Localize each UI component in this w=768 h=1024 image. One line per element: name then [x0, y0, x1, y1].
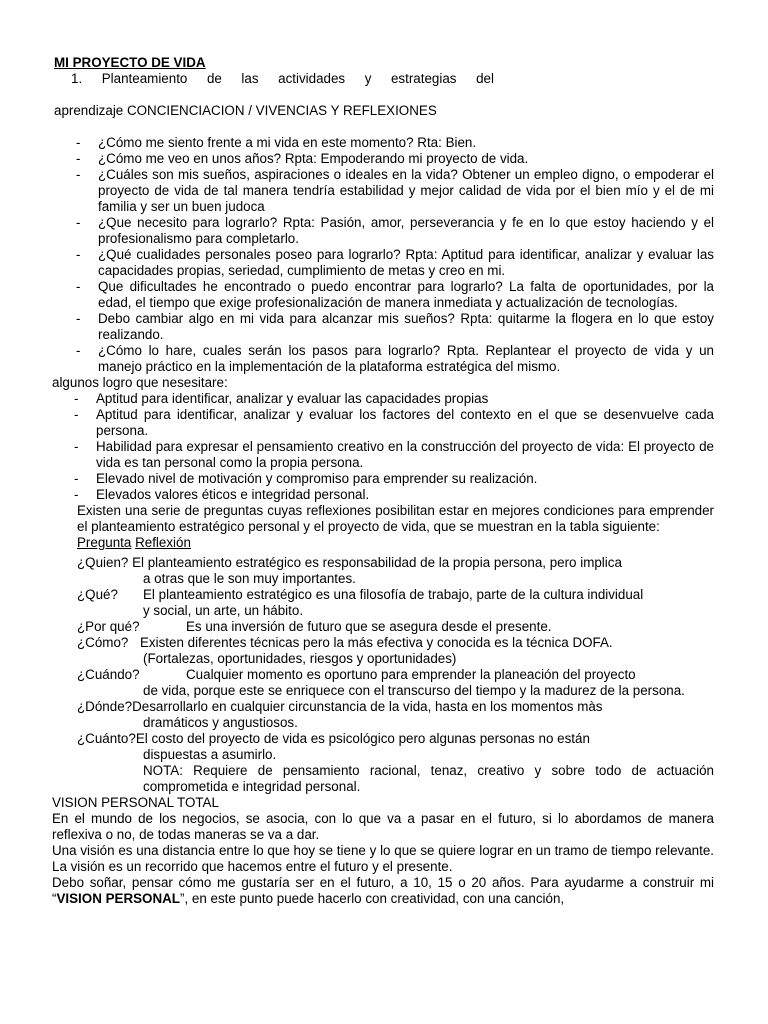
row-answer: El planteamiento estratégico es una filosofía de trabajo, parte de la cultura individual [143, 587, 644, 602]
row-question: ¿Qué? [77, 587, 118, 602]
row-answer-cont: a otras que le son muy importantes. [143, 571, 356, 586]
table-row [77, 635, 714, 667]
table-row [77, 699, 714, 731]
series-intro: Existen una serie de preguntas cuyas reflexiones posibilitan estar en mejores condiciones para emprender el planteamiento estratégico personal y el proyecto de vida, que se muestran en la tabla siguiente: [77, 503, 714, 534]
list-item: - Aptitud para identificar, analizar y evaluar las capacidades propias [52, 391, 714, 407]
row-answer: El costo del proyecto de vida es psicológico pero algunas personas no están [135, 731, 590, 746]
list-item: - ¿Cuáles son mis sueños, aspiraciones o ideales en la vida? Obtener un empleo digno, o empoderar el proyecto de vida de tal manera tendría estabilidad y mejor calidad de vida por el bien mío y el de mi familia y ser un buen judoca [54, 167, 714, 215]
table-row [77, 731, 714, 763]
row-answer: Es una inversión de futuro que se asegura desde el presente. [186, 619, 552, 634]
row-question: ¿Quien? [77, 555, 129, 570]
heading-word: del [476, 71, 494, 86]
table-row [77, 667, 714, 699]
row-answer: Existen diferentes técnicas pero la más efectiva y conocida es la técnica DOFA. [140, 635, 613, 650]
row-answer-cont: de vida, porque este se enriquece con el transcurso del tiempo y la madurez de la persona. [143, 683, 685, 698]
section-heading-1-continuation: aprendizaje CONCIENCIACION / VIVENCIAS Y REFLEXIONES [54, 103, 437, 118]
question-list [54, 135, 714, 375]
row-answer-cont: dramáticos y angustiosos. [143, 715, 298, 730]
list-item: - ¿Cómo me veo en unos años? Rpta: Empoderando mi proyecto de vida. [54, 151, 714, 167]
row-answer-cont: (Fortalezas, oportunidades, riesgos y oportunidades) [143, 651, 457, 666]
list-item: - ¿Cómo me siento frente a mi vida en este momento? Rta: Bien. [54, 135, 714, 151]
row-answer-cont: dispuestas a asumirlo. [143, 747, 277, 762]
vision-paragraph-2: Una visión es una distancia entre lo que hoy se tiene y lo que se quiere lograr en un tramo de tiempo relevante. La visión es un recorrido que hacemos entre el futuro y el presente. [52, 843, 714, 874]
table-note: NOTA: Requiere de pensamiento racional, tenaz, creativo y sobre todo de actuación comprometida e integridad personal. [143, 763, 714, 794]
document-page [54, 55, 714, 907]
section-heading-1-line [71, 71, 494, 87]
vision-personal-emphasis: VISION PERSONAL [56, 891, 180, 906]
list-item: - Debo cambiar algo en mi vida para alcanzar mis sueños? Rpta: quitarme la flogera en lo que estoy realizando. [54, 311, 714, 343]
vision-paragraph-1: En el mundo de los negocios, se asocia, con lo que va a pasar en el futuro, si lo abordamos de manera reflexiva o no, de todas maneras se va a dar. [52, 811, 714, 842]
table-header [54, 535, 714, 551]
heading-word: actividades [278, 71, 346, 86]
row-answer: Desarrollarlo en cualquier circunstancia de la vida, hasta en los momentos màs [132, 699, 603, 714]
table-row [77, 587, 714, 619]
row-answer: El planteamiento estratégico es responsabilidad de la propia persona, pero implica [132, 555, 622, 570]
vision-title: VISION PERSONAL TOTAL [52, 795, 219, 810]
row-answer: Cualquier momento es oportuno para emprender la planeación del proyecto [186, 667, 636, 682]
heading-word: 1. [71, 71, 83, 86]
heading-word: las [241, 71, 259, 86]
list-item: - Elevado nivel de motivación y compromiso para emprender su realización. [52, 471, 714, 487]
list-item: - ¿Cómo lo hare, cuales serán los pasos para lograrlo? Rpta. Replantear el proyecto de vida y un manejo práctico en la implementación de la plataforma estratégica del mismo. [54, 343, 714, 375]
column-reflexion: Reflexión [135, 535, 191, 550]
list-item: - ¿Que necesito para lograrlo? Rpta: Pasión, amor, perseverancia y fe en lo que estoy haciendo y el profesionalismo para completarlo. [54, 215, 714, 247]
row-question: ¿Cuánto? [77, 731, 136, 746]
vision-paragraph-3 [52, 875, 714, 907]
heading-word: estrategias [390, 71, 457, 86]
logros-intro: algunos logro que nesesitare: [52, 375, 228, 390]
heading-word: de [206, 71, 222, 86]
list-item: - ¿Qué cualidades personales poseo para lograrlo? Rpta: Aptitud para identificar, analizar y evaluar las capacidades propias, seriedad, cumplimiento de metas y creo en mi. [54, 247, 714, 279]
vision-paragraph-3-start: Debo soñar, pensar cómo me gustaría ser en el futuro, a 10, 15 o 20 años. Para ayudarme a construir mi “ [52, 875, 714, 906]
reflection-table [54, 555, 714, 795]
section-heading-1 [54, 71, 714, 87]
column-pregunta: Pregunta [77, 535, 132, 550]
table-row [77, 619, 714, 635]
list-item: - Elevados valores éticos e integridad personal. [52, 487, 714, 503]
heading-word: Planteamiento [101, 71, 188, 86]
list-item: - Habilidad para expresar el pensamiento creativo en la construcción del proyecto de vida: El proyecto de vida es tan personal como la propia persona. [52, 439, 714, 471]
document-title: MI PROYECTO DE VIDA [54, 55, 206, 70]
row-question: ¿Dónde? [77, 699, 133, 714]
row-question: ¿Cómo? [77, 635, 129, 650]
list-item: - Aptitud para identificar, analizar y evaluar los factores del contexto en el que se desenvuelve cada persona. [52, 407, 714, 439]
row-question: ¿Cuándo? [77, 667, 140, 682]
table-row [77, 555, 714, 587]
logros-list [52, 391, 714, 503]
list-item: - Que dificultades he encontrado o puedo encontrar para lograrlo? La falta de oportunidades, por la edad, el tiempo que exige profesionalización de manera inmediata y actualización de tecnologías. [54, 279, 714, 311]
vision-paragraph-3-end: ”, en este punto puede hacerlo con creatividad, con una canción, [179, 891, 565, 906]
row-answer-cont: y social, un arte, un hábito. [143, 603, 304, 618]
heading-word: y [364, 71, 372, 86]
row-question: ¿Por qué? [77, 619, 140, 634]
